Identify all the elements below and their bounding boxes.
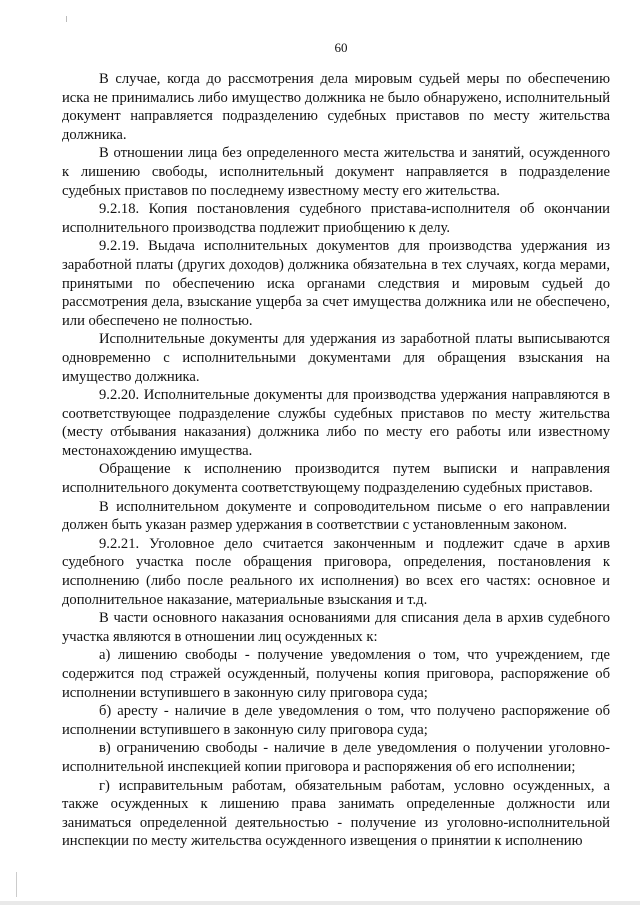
scan-bottom-edge (0, 901, 640, 905)
scan-edge-mark (16, 872, 17, 897)
paragraph: В случае, когда до рассмотрения дела мировым судьей меры по обеспечению иска не принимались либо имущество должника не было обнаружено, исполнительный документ направляется подразделению судебных приставов по месту жительства должника. (62, 71, 610, 143)
document-body (62, 70, 610, 851)
paragraph: 9.2.19. Выдача исполнительных документов для производства удержания из заработной платы (других доходов) должника обязательна в тех случаях, когда мерами, принятыми по обеспечению иска органами следствия и мировым судьей до рассмотрения дела, взыскание ущерба за счет имущества должника или не обеспечено, или обеспечено не полностью. (62, 238, 610, 329)
paragraph: 9.2.18. Копия постановления судебного пристава-исполнителя об окончании исполнительного производства подлежит приобщению к делу. (62, 201, 610, 236)
paragraph: В отношении лица без определенного места жительства и занятий, осужденного к лишению свободы, исполнительный документ направляется в подразделение судебных приставов по последнему известному месту его жительства. (62, 145, 610, 199)
list-item: а) лишению свободы - получение уведомления о том, что учреждением, где содержится под стражей осужденный, получены копия приговора, распоряжение об исполнении вступившего в законную силу приговора суда; (62, 647, 610, 701)
page-number: 60 (334, 40, 348, 55)
list-item: б) аресту - наличие в деле уведомления о том, что получено распоряжение об исполнении вступившего в законную силу приговора суда; (62, 703, 610, 738)
paragraph: 9.2.21. Уголовное дело считается законченным и подлежит сдаче в архив судебного участка после обращения приговора, определения, постановления к исполнению (либо после реального их исполнения) во всех его частях: основное и дополнительное наказание, материальные взыскания и т.д. (62, 535, 610, 608)
paragraph: В исполнительном документе и сопроводительном письме о его направлении должен быть указан размер удержания в соответствии с установленным законом. (62, 498, 610, 534)
list-item: г) исправительным работам, обязательным работам, условно осужденных, а также осужденных к лишению права занимать определенные должности или заниматься определенной деятельностью - получение из уголовно-исполнительной инспекции по месту жительства осужденного извещения о принятии к исполнению (62, 777, 610, 850)
paragraph: 9.2.20. Исполнительные документы для производства удержания направляются в соответствующее подразделение службы судебных приставов по месту жительства (месту отбывания наказания) должника либо по месту его работы или известному местонахождению имущества. (62, 387, 610, 459)
paragraph: Исполнительные документы для удержания из заработной платы выписываются одновременно с исполнительными документами для обращения взыскания на имущество должника. (62, 331, 610, 385)
list-item: в) ограничению свободы - наличие в деле уведомления о получении уголовно-исполнительной инспекцией копии приговора и распоряжения об его исполнении; (62, 740, 610, 775)
paragraph: В части основного наказания основаниями для списания дела в архив судебного участка являются в отношении лиц осужденных к: (62, 610, 610, 645)
paragraph: Обращение к исполнению производится путем выписки и направления исполнительного документа соответствующему подразделению судебных приставов. (62, 461, 610, 497)
scan-mark (66, 16, 67, 22)
